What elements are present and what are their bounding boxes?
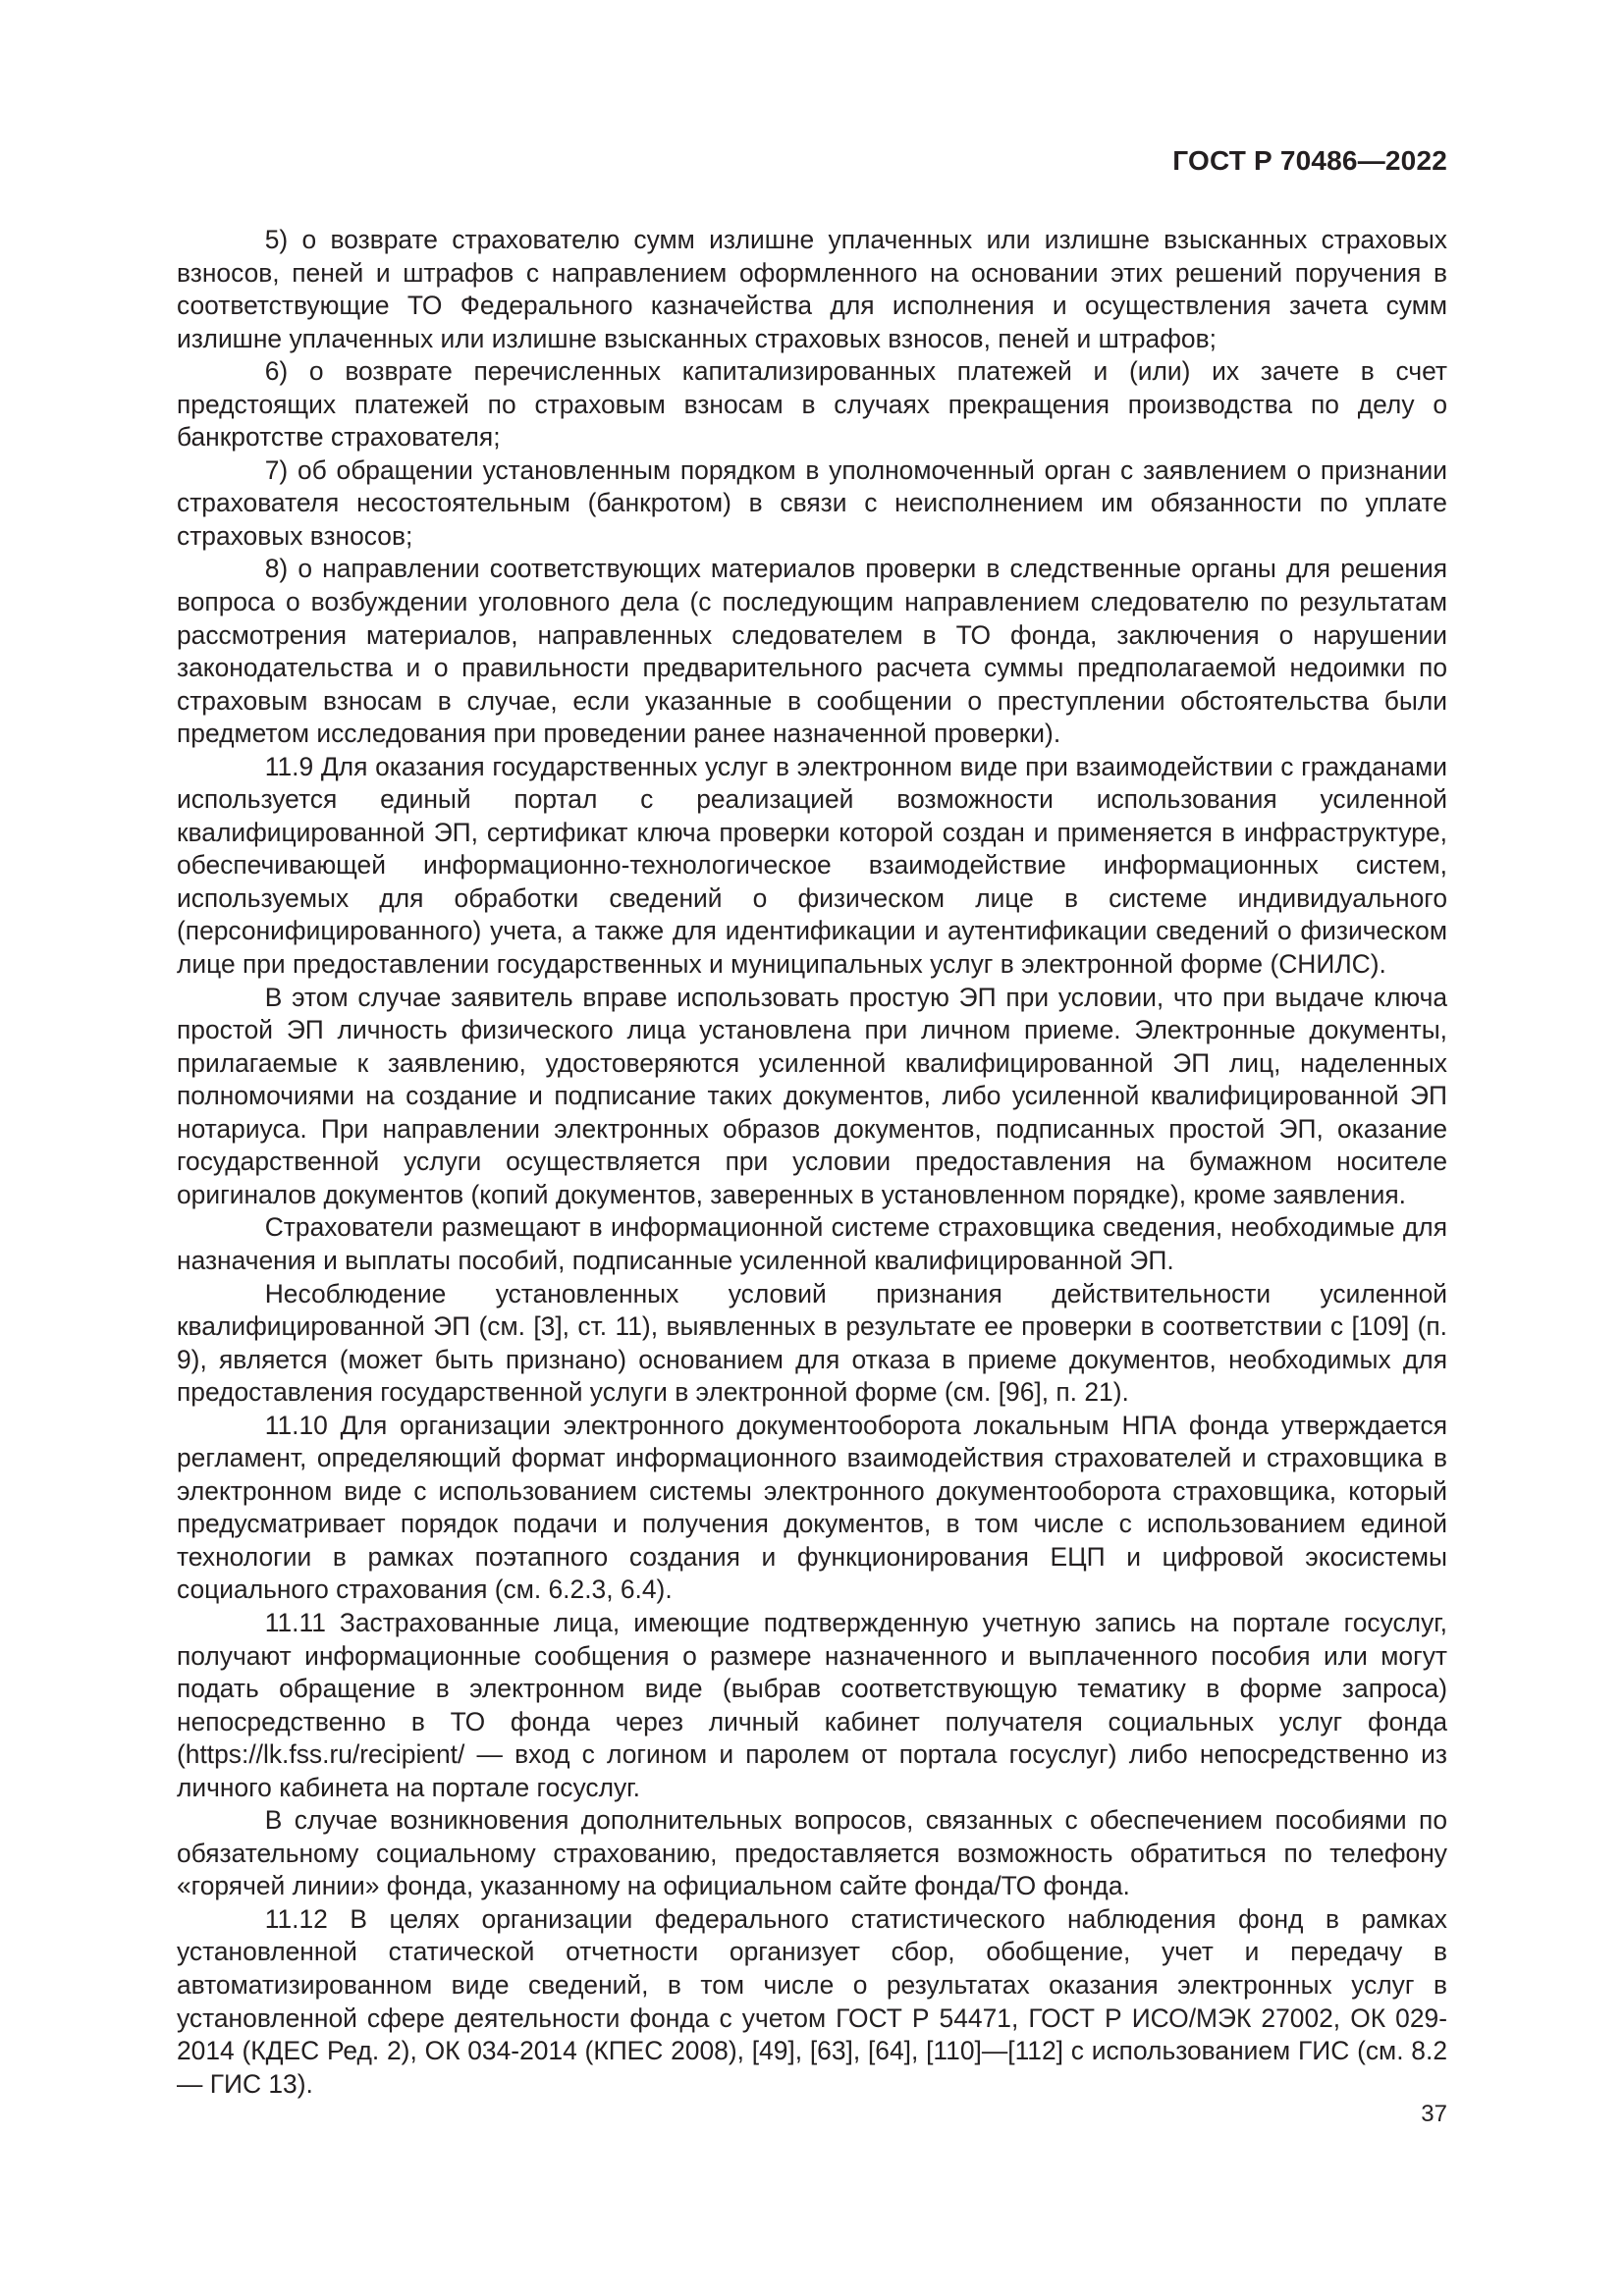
paragraph-11-12: 11.12 В целях организации федерального статистического наблюдения фонд в рамках установленной статической отчетности организует сбор, обобщение, учет и передачу в автоматизированном виде сведений, в том числе о результатах оказания электронных услуг в установленной сфере деятельности фонда с учетом ГОСТ Р 54471, ГОСТ Р ИСО/МЭК 27002, ОК 029-2014 (КДЕС Ред. 2), ОК 034-2014 (КПЕС 2008), [49], [63], [64], [110]—[112] с использованием ГИС (см. 8.2 — ГИС 13). (177, 1903, 1447, 2099)
paragraph-hotline: В случае возникновения дополнительных вопросов, связанных с обеспечением пособиями по обязательному социальному страхованию, предоставляется возможность обратиться по телефону «горячей линии» фонда, указанному на официальном сайте фонда/ТО фонда. (177, 1805, 1447, 1901)
paragraph-item-7: 7) об обращении установленным порядком в уполномоченный орган с заявлением о признании страхователя несостоятельным (банкротом) в связи с неисполнением им обязанности по уплате страховых взносов; (177, 454, 1447, 551)
paragraph-11-11: 11.11 Застрахованные лица, имеющие подтвержденную учетную запись на портале госуслуг, получают информационные сообщения о размере назначенного и выплаченного пособия или могут подать обращение в электронном виде (выбрав соответствующую тематику в форме запроса) непосредственно в ТО фонда через личный кабинет получателя социальных услуг фонда (https://lk.fss.ru/recipient/ — вход с логином и паролем от портала госуслуг) либо непосредственно из личного кабинета на портале госуслуг. (177, 1607, 1447, 1802)
paragraph-item-6: 6) о возврате перечисленных капитализированных платежей и (или) их зачете в счет предстоящих платежей по страховым взносам в случаях прекращения производства по делу о банкротстве страхователя; (177, 356, 1447, 453)
page-number: 37 (1421, 2101, 1447, 2127)
paragraph-simple-signature: В этом случае заявитель вправе использовать простую ЭП при условии, что при выдаче ключа простой ЭП личность физического лица установлена при личном приеме. Электронные документы, прилагаемые к заявлению, удостоверяются усиленной квалифицированной ЭП лиц, наделенных полномочиями на создание и подписание таких документов, либо усиленной квалифицированной ЭП нотариуса. При направлении электронных образов документов, подписанных простой ЭП, оказание государственной услуги осуществляется при условии предоставления на бумажном носителе оригиналов документов (копий документов, заверенных в установленном порядке), кроме заявления. (177, 982, 1447, 1209)
paragraph-signature-noncompliance: Несоблюдение установленных условий признания действительности усиленной квалифицированной ЭП (см. [3], ст. 11), выявленных в результате ее проверки в соответствии с [109] (п. 9), является (может быть признано) основанием для отказа в приеме документов, необходимых для предоставления государственной услуги в электронной форме (см. [96], п. 21). (177, 1278, 1447, 1408)
document-body (177, 224, 1447, 2101)
paragraph-11-9: 11.9 Для оказания государственных услуг в электронном виде при взаимодействии с гражданами используется единый портал с реализацией возможности использования усиленной квалифицированной ЭП, сертификат ключа проверки которой создан и применяется в инфраструктуре, обеспечивающей информационно-технологическое взаимодействие информационных систем, используемых для обработки сведений о физическом лице в системе индивидуального (персонифицированного) учета, а также для идентификации и аутентификации сведений о физическом лице при предоставлении государственных и муниципальных услуг в электронной форме (СНИЛС). (177, 751, 1447, 980)
paragraph-insurers-info: Страхователи размещают в информационной системе страховщика сведения, необходимые для назначения и выплаты пособий, подписанные усиленной квалифицированной ЭП. (177, 1212, 1447, 1275)
paragraph-item-8: 8) о направлении соответствующих материалов проверки в следственные органы для решения вопроса о возбуждении уголовного дела (с последующим направлением следователю по результатам рассмотрения материалов, направленных следователем в ТО фонда, заключения о нарушении законодательства и о правильности предварительного расчета суммы предполагаемой недоимки по страховым взносам в случае, если указанные в сообщении о преступлении обстоятельства были предметом исследования при проведении ранее назначенной проверки). (177, 554, 1447, 749)
paragraph-item-5: 5) о возврате страхователю сумм излишне уплаченных или излишне взысканных страховых взносов, пеней и штрафов с направлением оформленного на основании этих решений поручения в соответствующие ТО Федерального казначейства для исполнения и осуществления зачета сумм излишне уплаченных или излишне взысканных страховых взносов, пеней и штрафов; (177, 225, 1447, 353)
paragraph-11-10: 11.10 Для организации электронного документооборота локальным НПА фонда утверждается регламент, определяющий формат информационного взаимодействия страхователей и страховщика в электронном виде с использованием системы электронного документооборота страховщика, который предусматривает порядок подачи и получения документов, в том числе с использованием единой технологии в рамках поэтапного создания и функционирования ЕЦП и цифровой экосистемы социального страхования (см. 6.2.3, 6.4). (177, 1410, 1447, 1605)
document-header-id: ГОСТ Р 70486—2022 (1172, 145, 1447, 176)
